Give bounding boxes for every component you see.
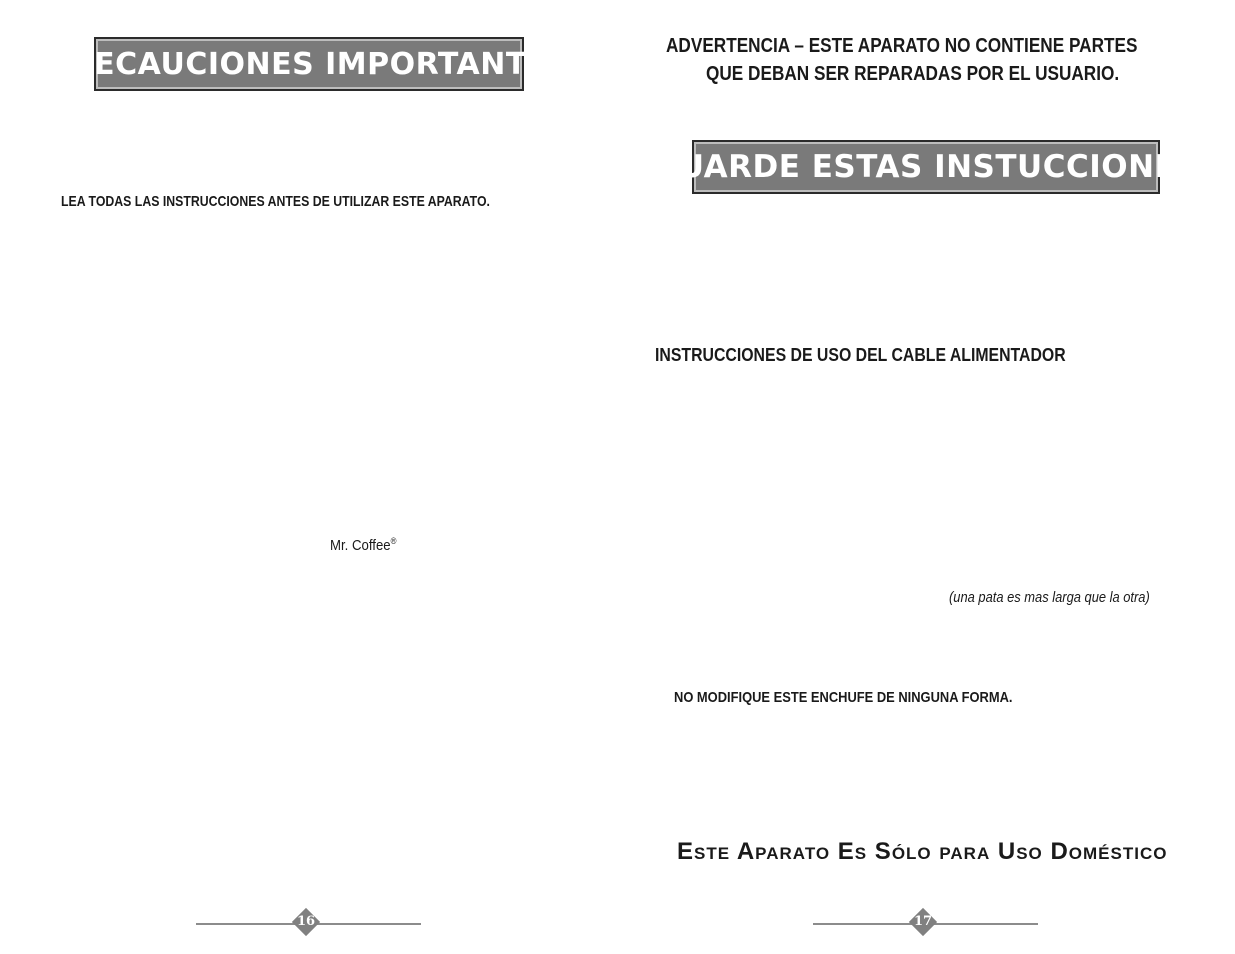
page-number-text: 17 bbox=[913, 914, 933, 929]
cord-instructions-heading: INSTRUCCIONES DE USO DEL CABLE ALIMENTADOR bbox=[655, 345, 1066, 365]
registered-mark: ® bbox=[390, 536, 397, 546]
no-modify-warning: NO MODIFIQUE ESTE ENCHUFE DE NINGUNA FORMA. bbox=[674, 689, 1013, 706]
page-number-right bbox=[813, 909, 1038, 939]
warning-line-2: QUE DEBAN SER REPARADAS POR EL USUARIO. bbox=[706, 63, 1120, 85]
household-use-heading: Este Aparato Es Sólo para Uso Doméstico bbox=[677, 838, 1168, 865]
brand-text bbox=[330, 536, 396, 554]
precauciones-title: PRECAUCIONES IMPORTANTES bbox=[48, 46, 570, 82]
guarde-title: GUARDE ESTAS INSTUCCIONES bbox=[652, 149, 1200, 185]
brand-name: Mr. Coffee bbox=[330, 537, 391, 554]
plug-note: (una pata es mas larga que la otra) bbox=[949, 589, 1150, 606]
read-instructions-text: LEA TODAS LAS INSTRUCCIONES ANTES DE UTILIZAR ESTE APARATO. bbox=[61, 193, 490, 210]
guarde-banner bbox=[652, 140, 1200, 194]
page-number-left bbox=[196, 909, 421, 939]
page-number-text: 16 bbox=[296, 914, 316, 929]
precauciones-banner bbox=[48, 37, 570, 91]
warning-line-1: ADVERTENCIA – ESTE APARATO NO CONTIENE PARTES bbox=[666, 35, 1138, 57]
